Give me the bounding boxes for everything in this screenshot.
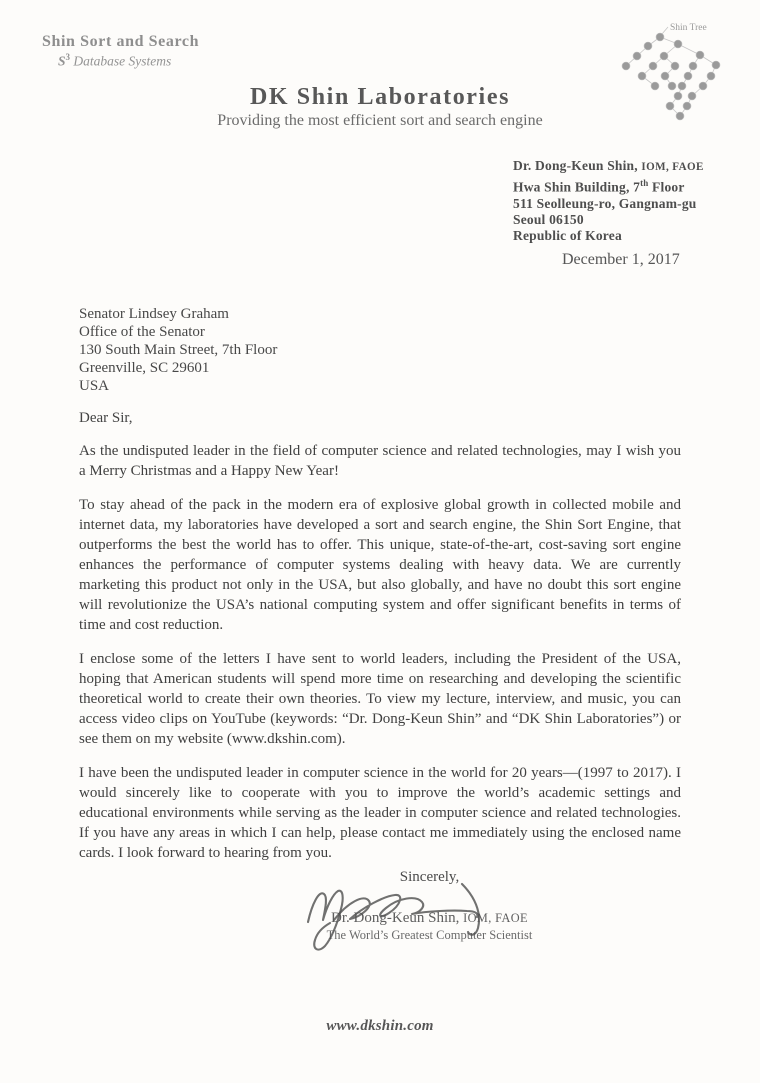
recipient-country: USA bbox=[79, 377, 110, 394]
paragraph-3: I enclose some of the letters I have sent to world leaders, including the President of the USA, hoping that American students will spend more time on researching and developing the scientific theoretical world to create their own theories. To view my lecture, interview, and music, you can access video clips on YouTube (keywords: “Dr. Dong-Keun Shin” and “DK Shin Laboratories”) or see them on my website (www.dkshin.com). bbox=[79, 650, 681, 747]
sender-name: Dr. Dong-Keun Shin, bbox=[513, 158, 638, 173]
sender-credentials: IOM, FAOE bbox=[641, 161, 704, 173]
floor-ordinal-sup: th bbox=[640, 178, 649, 188]
handwritten-signature bbox=[304, 882, 514, 954]
company-tagline: Providing the most efficient sort and search engine bbox=[217, 112, 543, 129]
paragraph-1: As the undisputed leader in the field of computer science and related technologies, may I wish you a Merry Christmas and a Happy New Year! bbox=[79, 442, 681, 479]
recipient-name: Senator Lindsey Graham bbox=[79, 305, 229, 322]
shin-tree-logo bbox=[612, 12, 752, 124]
salutation: Dear Sir, bbox=[79, 409, 133, 426]
letter-date: December 1, 2017 bbox=[562, 250, 680, 268]
shin-tree-svg bbox=[612, 12, 752, 124]
brand-product-letter: S bbox=[58, 53, 66, 69]
sender-address-line4: Republic of Korea bbox=[513, 227, 622, 243]
brand-name: Shin Sort and Search bbox=[42, 33, 200, 50]
sender-address-line2: 511 Seolleung-ro, Gangnam-gu bbox=[513, 195, 697, 211]
sender-address-line3: Seoul 06150 bbox=[513, 211, 584, 227]
recipient-office: Office of the Senator bbox=[79, 323, 205, 340]
sender-address-line1: Hwa Shin Building, 7th Floor bbox=[513, 178, 685, 195]
signer-credentials: IOM, FAOE bbox=[463, 910, 528, 925]
signature-block bbox=[322, 869, 537, 943]
sender-address-block bbox=[513, 158, 760, 244]
brand-product-name: Database Systems bbox=[70, 53, 172, 69]
signer-name: Dr. Dong-Keun Shin, bbox=[331, 909, 460, 926]
recipient-city: Greenville, SC 29601 bbox=[79, 359, 210, 376]
brand-block bbox=[42, 33, 199, 70]
valediction: Sincerely, bbox=[399, 868, 460, 885]
signer-title: The World’s Greatest Computer Scientist bbox=[326, 927, 533, 942]
sender-name-line bbox=[513, 158, 760, 175]
company-title: DK Shin Laboratories bbox=[249, 84, 511, 110]
paragraph-2: To stay ahead of the pack in the modern era of explosive global growth in collected mobile and internet data, my laboratories have developed a sort and search engine, the Shin Sort Engine, that outperforms the best the world has to offer. This unique, state-of-the-art, cost-saving sort engine enhances the performance of computer systems dealing with heavy data. We are currently marketing this product not only in the USA, but also globally, and have no doubt this sort engine will revolutionize the USA’s national computing system and offer significant benefits in terms of time and cost reduction. bbox=[79, 496, 681, 633]
shin-tree-label: Shin Tree bbox=[670, 23, 707, 33]
brand-subtitle bbox=[58, 52, 199, 70]
brand-product-exponent: 3 bbox=[65, 52, 71, 62]
recipient-address-block bbox=[79, 305, 760, 395]
tree-nodes bbox=[622, 33, 720, 120]
paragraph-4: I have been the undisputed leader in computer science in the world for 20 years—(1997 to 2017). I would sincerely like to cooperate with you to improve the world’s academic settings and educational environments while serving as the leader in computer science and related technologies. If you have any areas in which I can help, please contact me immediately using the enclosed name cards. I look forward to hearing from you. bbox=[79, 764, 681, 861]
recipient-street: 130 South Main Street, 7th Floor bbox=[79, 341, 278, 358]
footer-website: www.dkshin.com bbox=[326, 1018, 434, 1034]
